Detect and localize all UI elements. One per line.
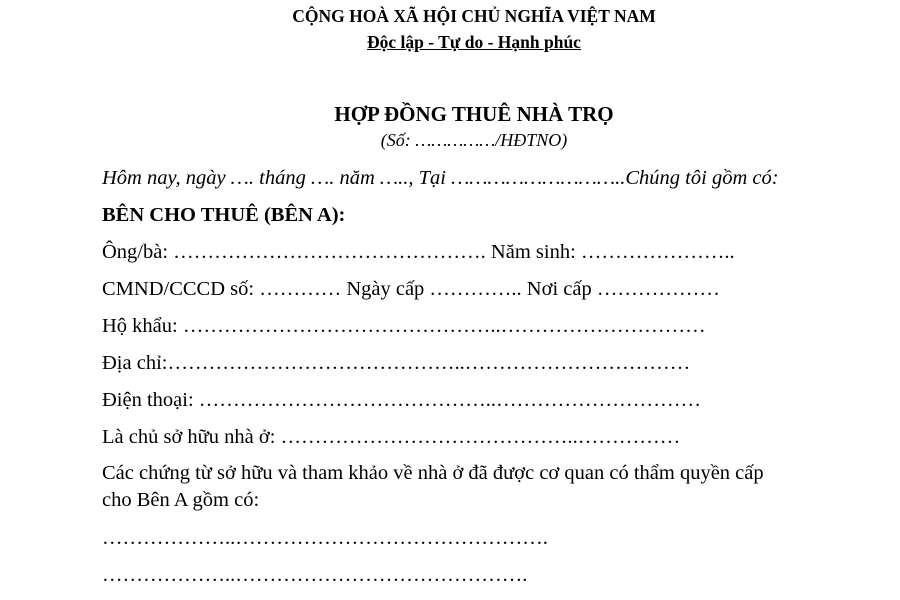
party-a-household-line: Hộ khẩu: ………………………………………..………………………… [102,315,706,337]
party-a-phone-line: Điện thoại: ……………………………………..………………………… [102,389,702,411]
party-a-id-line: CMND/CCCD số: ………… Ngày cấp ………….. Nơi cấp ……………… [102,278,720,300]
party-a-blank-line-2: ………………..……………………………………. [102,564,528,586]
party-a-documents-line-2: cho Bên A gồm có: [102,489,260,511]
party-a-address-line: Địa chỉ:……………………………………..…………………………… [102,352,691,374]
contract-intro: Hôm nay, ngày …. tháng …. năm ….., Tại ………………………..Chúng tôi gồm có: [102,167,779,189]
contract-title: HỢP ĐỒNG THUÊ NHÀ TRỌ [334,102,614,126]
national-motto: Độc lập - Tự do - Hạnh phúc [367,32,581,52]
party-a-name-line: Ông/bà: ………………………………………. Năm sinh: ………………….. [102,241,735,263]
party-a-documents-line-1: Các chứng từ sở hữu và tham khảo về nhà ở đã được cơ quan có thẩm quyền cấp [102,462,764,484]
contract-number: (Số: ……………/HĐTNO) [380,130,568,150]
party-a-heading: BÊN CHO THUÊ (BÊN A): [102,204,346,226]
national-title: CỘNG HOÀ XÃ HỘI CHỦ NGHĨA VIỆT NAM [292,6,656,26]
party-a-owner-line: Là chủ sở hữu nhà ở: ……………………………………..…………… [102,426,681,448]
party-a-blank-line-1: ………………..………………………………………. [102,527,548,549]
